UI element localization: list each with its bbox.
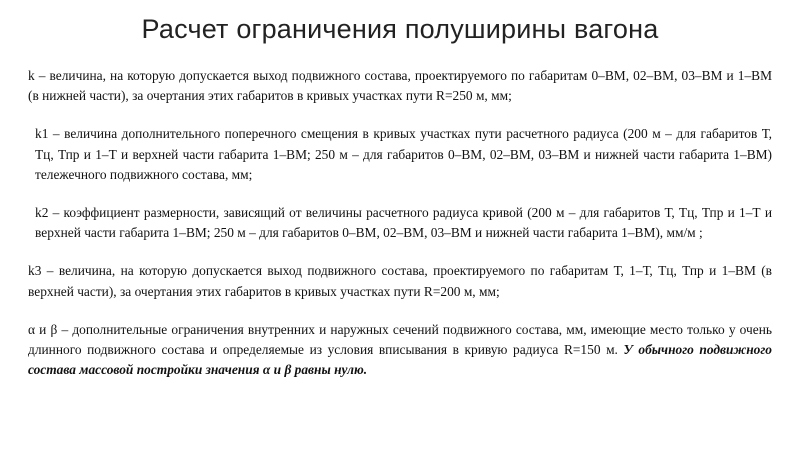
definition-k2: k2 – коэффициент размерности, зависящий от величины расчетного радиуса кривой (200 м – для габаритов Т, Тц, Тпр и 1–Т и верхней части габарита 1–ВМ; 250 м – для габаритов 0–ВМ, 02–ВМ, 03–ВМ и нижней части габарита 1–ВМ), мм/м ;	[35, 205, 772, 241]
definitions-body	[28, 66, 772, 380]
definition-alpha-beta-text: α и β – дополнительные ограничения внутренних и наружных сечений подвижного состава, мм, имеющие место только у очень длинного подвижного состава и определяемые из условия вписывания в кривую радиуса R=150 м.	[28, 321, 772, 358]
definition-k1: k1 – величина дополнительного поперечного смещения в кривых участках пути расчетного радиуса (200 м – для габаритов Т, Тц, Тпр и 1–Т и верхней части габарита 1–ВМ; 250 м – для габаритов 0–ВМ, 02–ВМ, 03–ВМ и нижней части габарита 1–ВМ) тележечного подвижного состава, мм;	[35, 126, 772, 182]
definition-alpha-beta-emphasis: У обычного подвижного состава массовой постройки значения α и β равны нулю.	[28, 342, 772, 378]
paragraph-spacer	[28, 106, 772, 124]
definition-k3: k3 – величина, на которую допускается выход подвижного состава, проектируемого по габаритам Т, 1–Т, Тц, Тпр и 1–ВМ (в верхней части), за очертания этих габаритов в кривых участках пути R=200 м, мм;	[28, 263, 772, 299]
definition-alpha-beta	[28, 320, 772, 381]
slide-title: Расчет ограничения полуширины вагона	[141, 14, 659, 44]
definition-k: k – величина, на которую допускается выход подвижного состава, проектируемого по габаритам 0–ВМ, 02–ВМ, 03–ВМ и 1–ВМ (в нижней части), за очертания этих габаритов в кривых участках пути R=250 м, мм;	[28, 68, 772, 104]
paragraph-spacer	[28, 243, 772, 261]
paragraph-spacer	[28, 185, 772, 203]
paragraph-spacer	[28, 302, 772, 320]
